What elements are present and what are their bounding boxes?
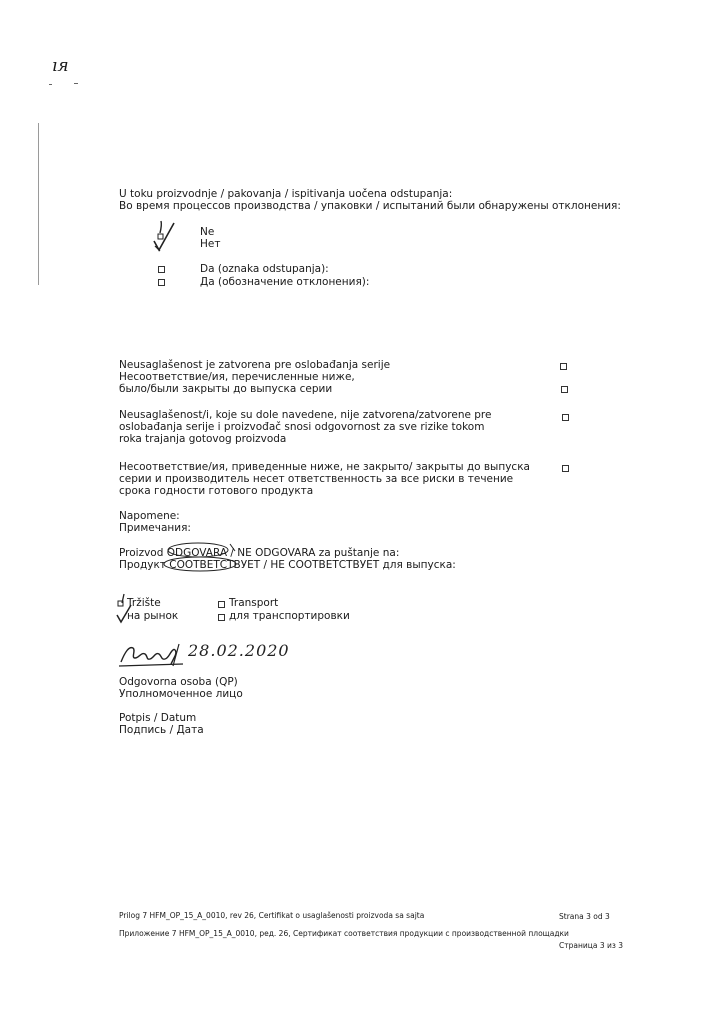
conformity-handwritten-circles <box>160 540 250 574</box>
footer-right-ru: Страница 3 из 3 <box>559 941 623 950</box>
option-market-ru: на рынок <box>127 610 179 622</box>
nc-open-sr-line-3: roka trajanja gotovog proizvoda <box>119 433 287 445</box>
conformity-line-ru: Продукт СООТВЕТСТВУЕТ / НЕ СООТВЕТСТВУЕТ для выпуска: <box>119 559 456 571</box>
nc-open-sr-line-1: Neusaglašenost/i, koje su dole navedene, nije zatvorena/zatvorene pre <box>119 409 492 421</box>
nc-closed-line-3: было/были закрыты до выпуска серии <box>119 383 333 395</box>
nc-closed-line-1: Neusaglašenost je zatvorena pre oslobađanja serije <box>119 359 391 371</box>
handwritten-date: 28.02.2020 <box>188 641 290 660</box>
option-yes-sr: Da (oznaka odstupanja): <box>200 263 329 275</box>
conformity-line-sr: Proizvod ODGOVARA / NE ODGOVARA za puštanje na: <box>119 547 400 559</box>
sig-date-label-sr: Potpis / Datum <box>119 712 197 724</box>
corner-handwritten-mark: ıя <box>52 56 69 76</box>
nc-closed-checkbox-ru[interactable] <box>561 386 568 393</box>
option-no-ru: Нет <box>200 238 221 250</box>
transport-checkbox[interactable] <box>218 601 225 608</box>
option-market-sr: Tržište <box>127 597 161 609</box>
qp-role-sr: Odgovorna osoba (QP) <box>119 676 238 688</box>
nc-closed-checkbox[interactable] <box>560 363 567 370</box>
nc-open-ru-checkbox[interactable] <box>562 465 569 472</box>
qp-role-ru: Уполномоченное лицо <box>119 688 243 700</box>
scan-margin-line <box>38 123 39 285</box>
deviations-heading-ru: Во время процессов производства / упаковки / испытаний были обнаружены отклонения: <box>119 200 621 212</box>
notes-label-ru: Примечания: <box>119 522 191 534</box>
no-checkbox-handwritten-check[interactable] <box>152 219 178 253</box>
footer-right-sr: Strana 3 od 3 <box>559 912 610 921</box>
footer-left-sr: Prilog 7 HFM_OP_15_A_0010, rev 26, Certifikat o usaglašenosti proizvoda sa sajta <box>119 911 425 920</box>
yes-checkbox-ru[interactable] <box>158 279 165 286</box>
nc-open-ru-line-2: серии и производитель несет ответственность за все риски в течение <box>119 473 514 485</box>
nc-open-sr-line-2: oslobađanja serije i proizvođač snosi odgovornost za sve rizike tokom <box>119 421 485 433</box>
corner-tick-left <box>49 84 52 85</box>
transport-checkbox-ru[interactable] <box>218 614 225 621</box>
option-transport-sr: Transport <box>229 597 279 609</box>
option-transport-ru: для транспортировки <box>229 610 350 622</box>
corner-tick-right <box>74 83 78 84</box>
nc-open-ru-line-1: Несоответствие/ия, приведенные ниже, не закрыто/ закрыты до выпуска <box>119 461 530 473</box>
deviations-heading-sr: U toku proizvodnje / pakovanja / ispitivanja uočena odstupanja: <box>119 188 453 200</box>
nc-closed-line-2: Несоответствие/ия, перечисленные ниже, <box>119 371 355 383</box>
notes-label-sr: Napomene: <box>119 510 180 522</box>
sig-date-label-ru: Подпись / Дата <box>119 724 204 736</box>
footer-left-ru: Приложение 7 HFM_OP_15_A_0010, ред. 26, Сертификат соответствия продукции с производственной площадки <box>119 929 569 938</box>
nc-open-ru-line-3: срока годности готового продукта <box>119 485 314 497</box>
nc-open-sr-checkbox[interactable] <box>562 414 569 421</box>
yes-checkbox[interactable] <box>158 266 165 273</box>
option-no-sr: Ne <box>200 226 215 238</box>
option-yes-ru: Да (обозначение отклонения): <box>200 276 370 288</box>
